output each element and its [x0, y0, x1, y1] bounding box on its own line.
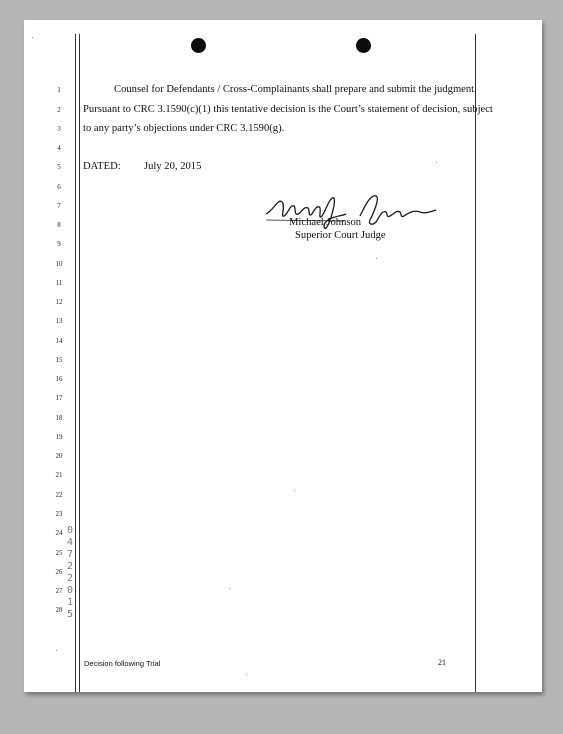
line-number: 13 [55, 317, 63, 325]
line-number: 27 [55, 587, 63, 595]
body-line-1: Counsel for Defendants / Cross-Complainants shall prepare and submit the judgment. [114, 84, 477, 95]
dated-label: DATED: [83, 161, 121, 172]
filing-stamp: 0 4 7 2 2 0 1 5 [66, 525, 74, 620]
line-number: 20 [55, 452, 63, 460]
line-number: 16 [55, 375, 63, 383]
line-number: 5 [57, 163, 61, 171]
line-number: 2 [57, 106, 61, 114]
punch-hole-right [356, 38, 371, 53]
line-number: 19 [55, 433, 63, 441]
punch-hole-left [191, 38, 206, 53]
line-number: 26 [55, 568, 63, 576]
left-margin-rule-inner [79, 34, 80, 692]
line-number: 3 [57, 125, 61, 133]
signer-title: Superior Court Judge [295, 230, 386, 241]
line-number: 1 [57, 86, 61, 94]
line-number: 12 [55, 298, 63, 306]
line-number: 23 [55, 510, 63, 518]
body-line-3: to any party’s objections under CRC 3.1590(g). [83, 123, 285, 134]
line-number: 18 [55, 414, 63, 422]
footer-page-number: 21 [438, 658, 446, 667]
line-number: 14 [55, 337, 63, 345]
line-number: 22 [55, 491, 63, 499]
document-page [24, 20, 542, 692]
body-line-2: Pursuant to CRC 3.1590(c)(1) this tentative decision is the Court’s statement of decision, subject [83, 104, 493, 115]
dated-value: July 20, 2015 [144, 161, 202, 172]
line-number: 11 [55, 279, 63, 287]
line-number: 6 [57, 183, 61, 191]
footer-document-title: Decision following Trial [84, 659, 161, 668]
line-number: 15 [55, 356, 63, 364]
line-number: 25 [55, 549, 63, 557]
right-margin-rule [475, 34, 476, 692]
line-number: 17 [55, 394, 63, 402]
line-number: 28 [55, 606, 63, 614]
signer-name: Michael Johnson [289, 217, 362, 228]
line-number: 21 [55, 471, 63, 479]
line-number: 24 [55, 529, 63, 537]
line-number: 4 [57, 144, 61, 152]
line-number: 10 [55, 260, 63, 268]
line-number: 9 [57, 240, 61, 248]
line-number: 7 [57, 202, 61, 210]
line-number: 8 [57, 221, 61, 229]
